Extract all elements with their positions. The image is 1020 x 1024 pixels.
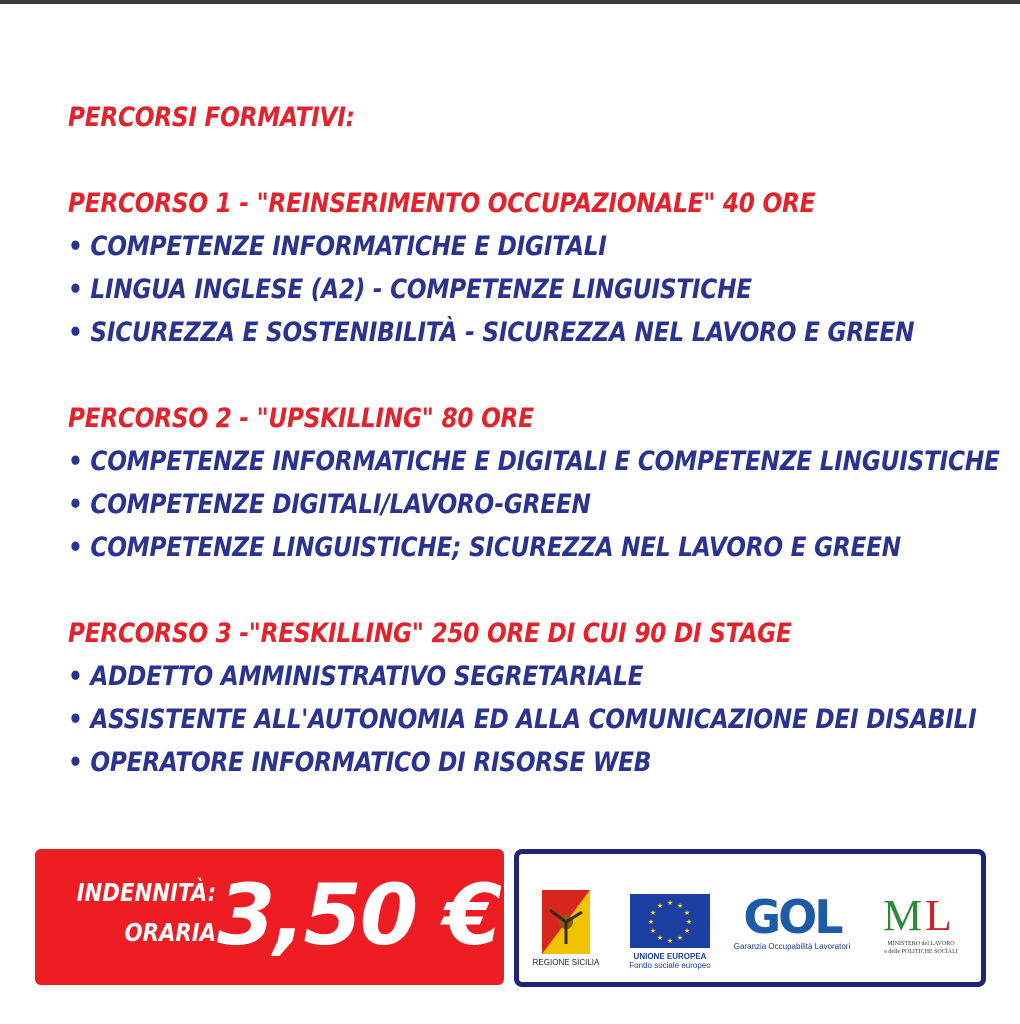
gol-logo <box>731 892 853 951</box>
ml-monogram-icon <box>879 892 963 936</box>
svg-text:★: ★ <box>656 934 664 942</box>
svg-text:★: ★ <box>676 934 684 942</box>
list-item: • COMPETENZE DIGITALI/LAVORO-GREEN <box>68 489 591 520</box>
indennita-label-line2: ORARIA <box>124 918 216 947</box>
unione-europea-logo <box>624 894 716 970</box>
list-item: • ASSISTENTE ALL'AUTONOMIA ED ALLA COMUNICAZIONE DEI DISABILI <box>68 704 977 735</box>
indennita-label <box>76 873 216 953</box>
svg-text:★: ★ <box>676 902 684 910</box>
list-item: • SICUREZZA E SOSTENIBILITÀ - SICUREZZA NEL LAVORO E GREEN <box>68 317 915 348</box>
list-item: • COMPETENZE INFORMATICHE E DIGITALI E COMPETENZE LINGUISTICHE <box>68 446 1000 477</box>
section-heading: PERCORSO 2 - "UPSKILLING" 80 ORE <box>68 403 534 434</box>
spacer <box>68 354 1008 397</box>
svg-text:★: ★ <box>649 927 657 935</box>
list-item: • LINGUA INGLESE (A2) - COMPETENZE LINGUISTICHE <box>68 274 752 305</box>
logo-strip <box>514 849 986 987</box>
svg-text:★: ★ <box>666 899 674 907</box>
regione-caption: REGIONE SICILIA <box>532 958 600 967</box>
list-item: • OPERATORE INFORMATICO DI RISORSE WEB <box>68 747 652 778</box>
gol-wordmark <box>731 892 853 942</box>
ministero-caption-line2: e delle POLITICHE SOCIALI <box>884 949 958 955</box>
svg-text:L: L <box>925 892 952 936</box>
trinacria-icon <box>542 890 590 954</box>
spacer <box>68 569 1008 612</box>
indennita-label-line1: INDENNITÀ: <box>76 878 216 907</box>
indennita-badge <box>35 849 504 985</box>
svg-text:★: ★ <box>649 909 657 917</box>
list-item: • ADDETTO AMMINISTRATIVO SEGRETARIALE <box>68 661 644 692</box>
gol-wordmark-text: GOL <box>743 890 841 944</box>
svg-text:★: ★ <box>666 937 674 945</box>
svg-text:★: ★ <box>685 918 693 926</box>
indennita-value: 3,50 € <box>217 866 500 964</box>
regione-sicilia-logo <box>531 890 601 967</box>
section-heading: PERCORSO 3 -"RESKILLING" 250 ORE DI CUI 90 DI STAGE <box>68 618 792 649</box>
svg-text:★: ★ <box>683 927 691 935</box>
spacer <box>68 139 1008 182</box>
svg-text:★: ★ <box>683 909 691 917</box>
eu-flag-icon <box>630 894 710 948</box>
section-percorso-1 <box>68 182 1008 354</box>
top-border <box>0 0 1020 4</box>
section-heading: PERCORSO 1 - "REINSERIMENTO OCCUPAZIONALE" 40 ORE <box>68 188 816 219</box>
eu-caption-line1: UNIONE EUROPEA <box>633 952 707 961</box>
gol-caption: Garanzia Occupabilità Lavoratori <box>733 942 851 951</box>
list-item: • COMPETENZE INFORMATICHE E DIGITALI <box>68 231 607 262</box>
ministero-lavoro-logo <box>871 892 971 956</box>
ministero-caption-line1: MINISTERO del LAVORO <box>887 941 955 947</box>
list-item: • COMPETENZE LINGUISTICHE; SICUREZZA NEL LAVORO E GREEN <box>68 532 901 563</box>
svg-text:★: ★ <box>647 918 655 926</box>
course-list <box>68 96 1008 784</box>
section-percorso-3 <box>68 612 1008 784</box>
eu-caption-line2: Fondo sociale europeo <box>629 961 711 970</box>
page-title: PERCORSI FORMATIVI: <box>68 102 355 133</box>
section-percorso-2 <box>68 397 1008 569</box>
svg-text:M: M <box>883 892 923 936</box>
svg-text:★: ★ <box>656 902 664 910</box>
